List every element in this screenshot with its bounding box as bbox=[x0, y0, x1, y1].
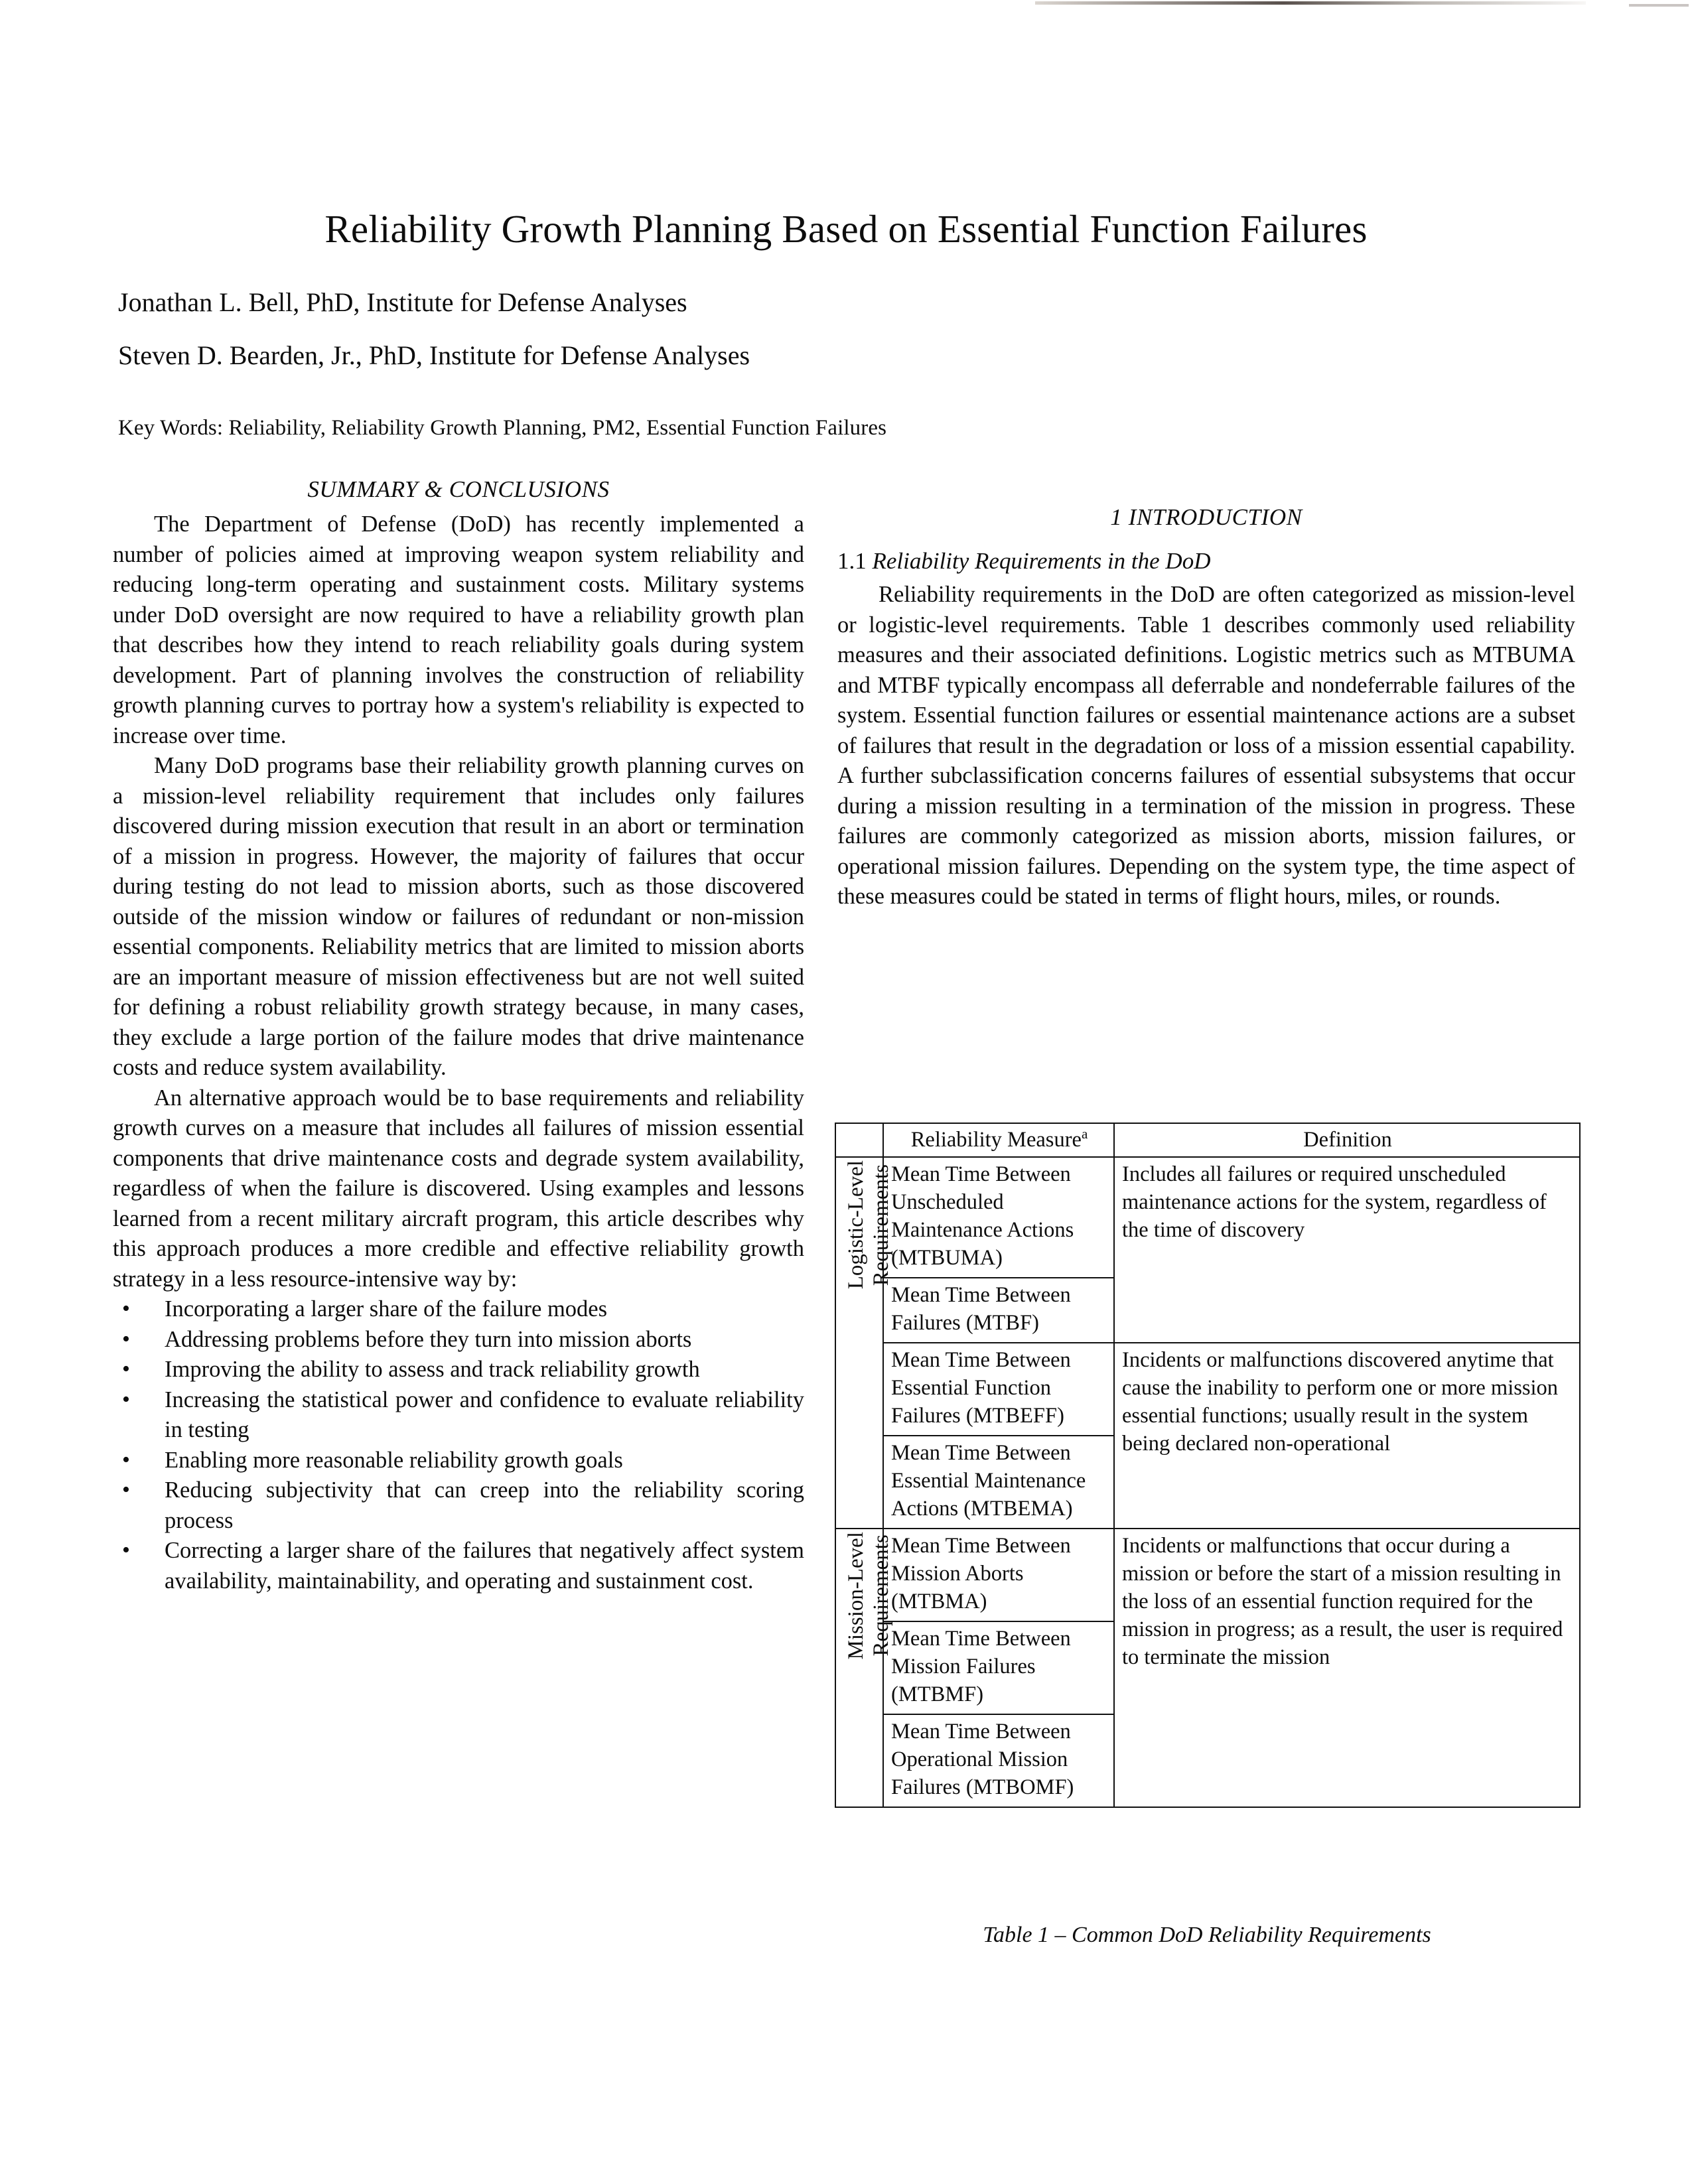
introduction-heading: 1 INTRODUCTION bbox=[1110, 504, 1303, 530]
list-item: • Correcting a larger share of the failures that negatively affect system availability, maintainability, and operating and sustainment cost. bbox=[113, 1536, 804, 1596]
group-label-logistic-level-text: Logistic-Level Requirements bbox=[844, 1160, 893, 1290]
header-group-spacer bbox=[835, 1123, 883, 1157]
summary-heading: SUMMARY & CONCLUSIONS bbox=[307, 476, 610, 502]
summary-bullet-list bbox=[113, 1294, 804, 1596]
right-column bbox=[837, 504, 1575, 912]
list-item: • Reducing subjectivity that can creep into the reliability scoring process bbox=[113, 1475, 804, 1536]
measure-cell-mtbema: Mean Time Between Essential Maintenance Actions (MTBEMA) bbox=[883, 1436, 1114, 1529]
list-item: • Increasing the statistical power and confidence to evaluate reliability in testing bbox=[113, 1385, 804, 1446]
measure-cell-mtbf: Mean Time Between Failures (MTBF) bbox=[883, 1278, 1114, 1343]
keywords-line: Key Words: Reliability, Reliability Growth Planning, PM2, Essential Function Failures bbox=[118, 416, 887, 440]
definition-cell-logistic-all: Includes all failures or required unscheduled maintenance actions for the system, regardless of the time of discovery bbox=[1114, 1157, 1580, 1343]
summary-paragraph-1: The Department of Defense (DoD) has recently implemented a number of policies aimed at improving weapon system reliability and reducing long-term operating and sustainment costs. Military systems under DoD oversight are now required to have a reliability growth plan that describes how they intend to reach reliability goals during system development. Part of planning involves the construction of reliability growth planning curves to portray how a system's reliability is expected to increase over time. bbox=[113, 512, 804, 748]
subsection-title: Reliability Requirements in the DoD bbox=[872, 548, 1211, 574]
table-header-row bbox=[835, 1123, 1580, 1157]
column-header-measure bbox=[883, 1123, 1114, 1157]
reliability-requirements-table bbox=[835, 1123, 1581, 1808]
summary-paragraph-2: Many DoD programs base their reliability growth planning curves on a mission-level reliability requirement that includes only failures discovered during mission execution that result in an abort or termination of a mission in progress. However, the majority of failures that occur during testing do not lead to mission aborts, such as those discovered outside of the mission window or failures of redundant or non-mission essential components. Reliability metrics that are limited to mission aborts are an important measure of mission effectiveness but are not well suited for defining a robust reliability growth strategy because, in many cases, they exclude a large portion of the failure modes that drive maintenance costs and reduce system availability. bbox=[113, 753, 804, 1080]
author-line-2: Steven D. Bearden, Jr., PhD, Institute for Defense Analyses bbox=[118, 340, 750, 370]
list-item: • Enabling more reasonable reliability growth goals bbox=[113, 1446, 804, 1476]
left-column bbox=[113, 476, 804, 1596]
measure-cell-mtbeff: Mean Time Between Essential Function Failures (MTBEFF) bbox=[883, 1343, 1114, 1436]
page-title: Reliability Growth Planning Based on Essential Function Failures bbox=[324, 206, 1368, 251]
subsection-number: 1.1 bbox=[837, 548, 867, 574]
author-line-1: Jonathan L. Bell, PhD, Institute for Defense Analyses bbox=[118, 287, 687, 317]
measure-cell-mtbuma: Mean Time Between Unscheduled Maintenance Actions (MTBUMA) bbox=[883, 1157, 1114, 1278]
introduction-paragraph-1: Reliability requirements in the DoD are often categorized as mission-level or logistic-level requirements. Table 1 describes commonly used reliability measures and their associated definitions. Logistic metrics such as MTBUMA and MTBF typically encompass all deferrable and nondeferrable failures of the system. Essential function failures or essential maintenance actions are a subset of failures that result in the degradation or loss of a mission essential capability. A further subclassification concerns failures of essential subsystems that occur during a mission resulting in a termination of the mission in progress. These failures are commonly categorized as mission aborts, mission failures, or operational mission failures. Depending on the system type, the time aspect of these measures could be stated in terms of flight hours, miles, or rounds. bbox=[837, 582, 1575, 909]
table-1-container bbox=[835, 1123, 1579, 1808]
footnote-marker: a bbox=[1081, 1126, 1088, 1142]
definition-cell-essential-function: Incidents or malfunctions discovered anytime that cause the inability to perform one or more mission essential functions; usually result in the system being declared non-operational bbox=[1114, 1343, 1580, 1529]
list-item: • Addressing problems before they turn into mission aborts bbox=[113, 1325, 804, 1355]
column-header-definition: Definition bbox=[1114, 1123, 1580, 1157]
measure-cell-mtbomf: Mean Time Between Operational Mission Failures (MTBOMF) bbox=[883, 1714, 1114, 1807]
table-row bbox=[835, 1157, 1580, 1278]
table-row bbox=[835, 1343, 1580, 1436]
group-label-mission-level bbox=[835, 1529, 893, 1807]
summary-paragraph-3: An alternative approach would be to base requirements and reliability growth curves on a measure that includes all failures of mission essential components that drive maintenance costs and degrade system availability, regardless of when the failure is discovered. Using examples and lessons learned from a recent military aircraft program, this article describes why this approach produces a more credible and effective reliability growth strategy in a less resource-intensive way by: bbox=[113, 1085, 804, 1292]
definition-cell-mission-level: Incidents or malfunctions that occur during a mission or before the start of a mission resulting in the loss of an essential function required for the mission in progress; as a result, the user is required to terminate the mission bbox=[1114, 1529, 1580, 1807]
table-1-caption: Table 1 – Common DoD Reliability Requirements bbox=[983, 1923, 1431, 1947]
group-label-mission-level-text: Mission-Level Requirements bbox=[844, 1532, 893, 1660]
measure-cell-mtbmf: Mean Time Between Mission Failures (MTBMF) bbox=[883, 1621, 1114, 1714]
measure-cell-mtbma: Mean Time Between Mission Aborts (MTBMA) bbox=[883, 1529, 1114, 1621]
list-item: • Improving the ability to assess and track reliability growth bbox=[113, 1355, 804, 1385]
table-row bbox=[835, 1529, 1580, 1621]
group-label-logistic-level bbox=[835, 1157, 893, 1529]
list-item: • Incorporating a larger share of the failure modes bbox=[113, 1294, 804, 1325]
subsection-heading bbox=[837, 548, 1575, 575]
column-header-measure-text: Reliability Measure bbox=[910, 1128, 1082, 1152]
